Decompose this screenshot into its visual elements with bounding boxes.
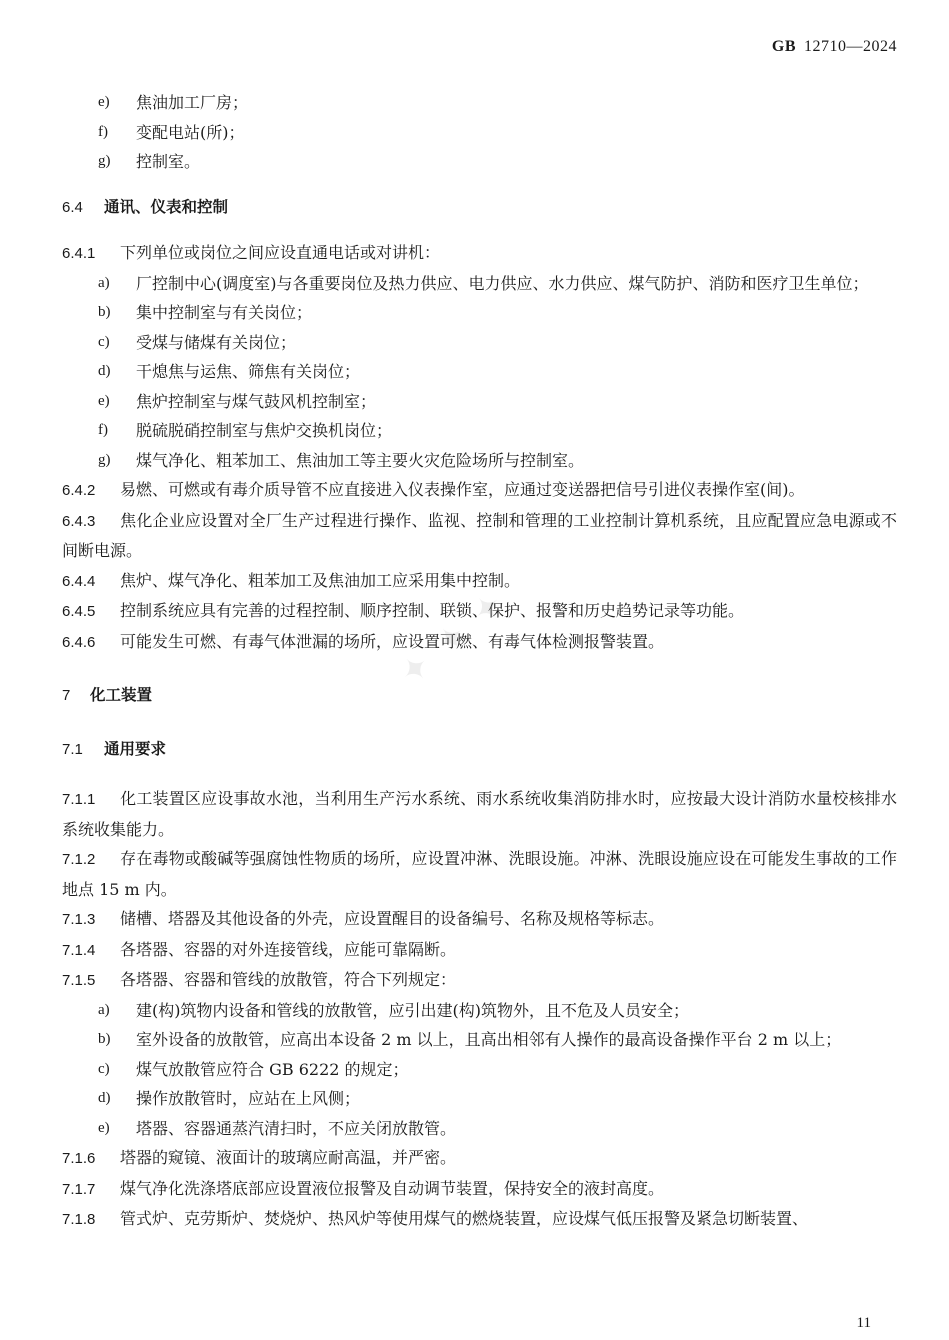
list-item: e) 焦炉控制室与煤气鼓风机控制室； xyxy=(98,391,377,411)
clause-7-1-8: 7.1.8 管式炉、克劳斯炉、焚烧炉、热风炉等使用煤气的燃烧装置，应设煤气低压报警及紧急切断装置、 xyxy=(62,1209,809,1228)
list-item: d) 操作放散管时，应站在上风侧； xyxy=(98,1089,361,1108)
clause-6-4-4: 6.4.4 焦炉、煤气净化、粗苯加工及焦油加工应采用集中控制。 xyxy=(62,570,521,590)
chapter-heading-7: 7 化工装置 xyxy=(62,687,153,704)
page-number: 11 xyxy=(856,1315,871,1331)
list-item: e) 焦油加工厂房； xyxy=(98,93,249,112)
clause-7-1-1: 7.1.1 化工装置区应设事故水池，当利用生产污水系统、雨水系统收集消防排水时，应按最大设计消防水量校核排水系统收集能力。 xyxy=(62,789,897,839)
clause-6-4-5: 6.4.5 控制系统应具有完善的过程控制、顺序控制、联锁、保护、报警和历史趋势记录等功能。 xyxy=(62,601,745,620)
section-heading-6-4: 6.4 通讯、仪表和控制 xyxy=(62,198,229,216)
clause-7-1-7: 7.1.7 煤气净化洗涤塔底部应设置液位报警及自动调节装置，保持安全的液封高度。 xyxy=(62,1178,665,1198)
list-item: b) 室外设备的放散管，应高出本设备 2 m 以上，且高出相邻有人操作的最高设备操作平台 2 m 以上； xyxy=(98,1030,842,1049)
list-item: c) 受煤与储煤有关岗位； xyxy=(98,332,297,352)
document-body xyxy=(62,88,897,1235)
clause-7-1-3: 7.1.3 储槽、塔器及其他设备的外壳，应设置醒目的设备编号、名称及规格等标志。 xyxy=(62,909,665,928)
list-item: c) 煤气放散管应符合 GB 6222 的规定； xyxy=(98,1059,409,1079)
list-item: a) 厂控制中心(调度室)与各重要岗位及热力供应、电力供应、水力供应、煤气防护、消防和医疗卫生单位； xyxy=(98,273,869,293)
page-header xyxy=(772,38,897,56)
standard-prefix: GB xyxy=(771,38,796,55)
clause-6-4-6: 6.4.6 可能发生可燃、有毒气体泄漏的场所，应设置可燃、有毒气体检测报警装置。 xyxy=(62,631,665,651)
list-item: d) 干熄焦与运焦、筛焦有关岗位； xyxy=(98,362,361,381)
clause-7-1-4: 7.1.4 各塔器、容器的对外连接管线，应能可靠隔断。 xyxy=(62,939,457,959)
watermark-graphic: ✦ ✦ ✦ xyxy=(392,581,516,695)
clause-6-4-1: 6.4.1 下列单位或岗位之间应设直通电话或对讲机： xyxy=(62,243,441,262)
clause-7-1-5: 7.1.5 各塔器、容器和管线的放散管，符合下列规定： xyxy=(62,970,457,989)
clause-6-4-2: 6.4.2 易燃、可燃或有毒介质导管不应直接进入仪表操作室，应通过变送器把信号引进仪表操作室(间)。 xyxy=(62,480,805,499)
list-item: e) 塔器、容器通蒸汽清扫时，不应关闭放散管。 xyxy=(98,1118,457,1138)
list-item: f) 脱硫脱硝控制室与焦炉交换机岗位； xyxy=(98,421,393,440)
section-heading-7-1: 7.1 通用要求 xyxy=(62,740,167,758)
standard-code: 12710—2024 xyxy=(804,38,897,55)
list-item: a) 建(构)筑物内设备和管线的放散管，应引出建(构)筑物外，且不危及人员安全； xyxy=(98,1000,689,1020)
list-item: g) 煤气净化、粗苯加工、焦油加工等主要火灾危险场所与控制室。 xyxy=(98,450,585,470)
list-item: f) 变配电站(所)； xyxy=(98,122,245,142)
clause-7-1-6: 7.1.6 塔器的窥镜、液面计的玻璃应耐高温，并严密。 xyxy=(62,1148,457,1167)
clause-7-1-2: 7.1.2 存在毒物或酸碱等强腐蚀性物质的场所，应设置冲淋、洗眼设施。冲淋、洗眼设施应设在可能发生事故的工作地点 15 m 内。 xyxy=(62,849,897,899)
list-item: g) 控制室。 xyxy=(98,152,201,171)
list-item: b) 集中控制室与有关岗位； xyxy=(98,303,313,322)
clause-6-4-3: 6.4.3 焦化企业应设置对全厂生产过程进行操作、监视、控制和管理的工业控制计算机系统，且应配置应急电源或不间断电源。 xyxy=(62,510,897,560)
